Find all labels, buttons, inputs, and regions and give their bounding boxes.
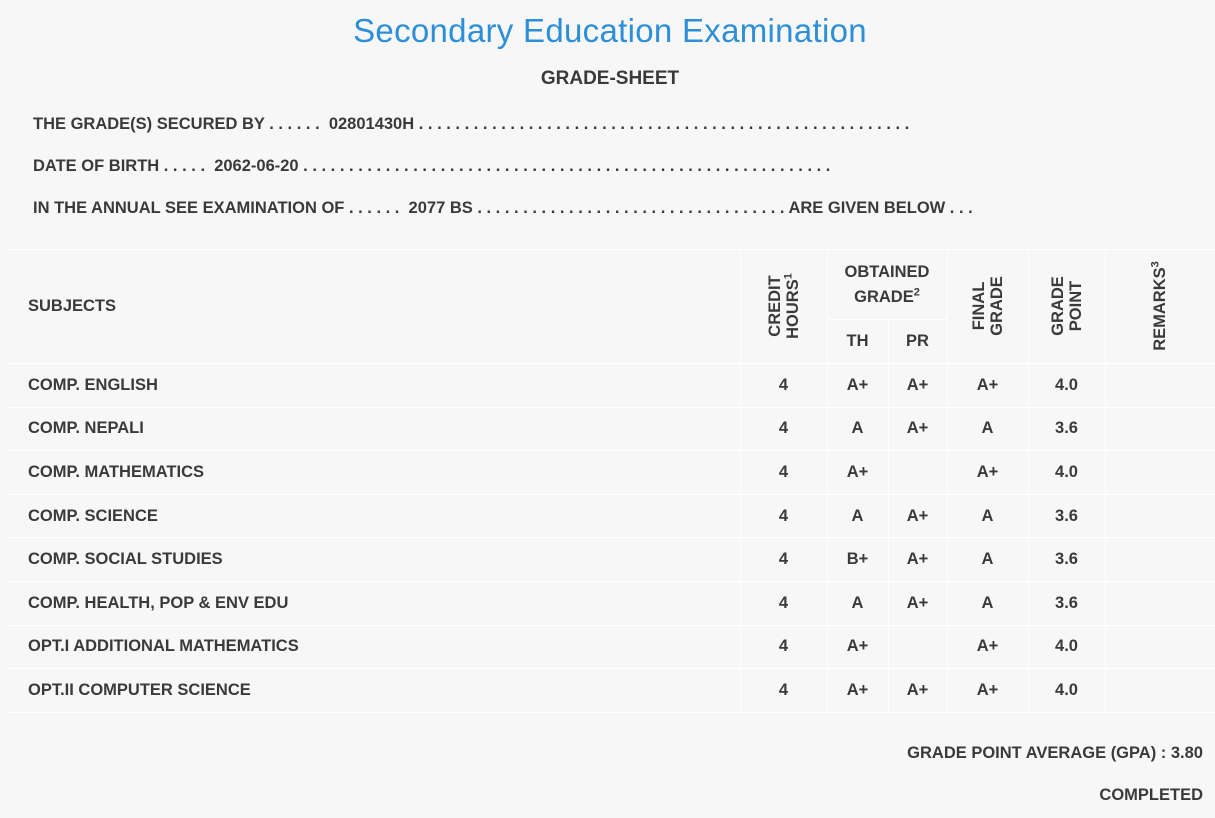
pr-grade-cell: A+ [888,407,947,451]
subject-cell: OPT.I ADDITIONAL MATHEMATICS [7,625,740,669]
header-remarks: REMARKS$^3$ [1105,250,1215,364]
credit-hours-cell: 4 [740,581,827,625]
credit-hours-cell: 4 [740,407,827,451]
final-grade-cell: A+ [947,669,1028,713]
info-secured-by: THE GRADE(S) SECURED BY . . . . . . 02801430H . . . . . . . . . . . . . . . . . . . . . . . . . . . . . . . . . . . . . . . . . . . . . . . . . . . . . . [33,115,910,133]
grade-point-cell: 3.6 [1028,494,1105,538]
remarks-cell [1105,625,1215,669]
th-grade-cell: B+ [827,538,888,582]
final-grade-cell: A+ [947,625,1028,669]
grade-rows [7,364,1215,713]
credit-hours-cell: 4 [740,494,827,538]
grade-point-cell: 3.6 [1028,538,1105,582]
pr-grade-cell: A+ [888,494,947,538]
pr-grade-cell: A+ [888,538,947,582]
pr-grade-cell: A+ [888,364,947,408]
table-row [7,581,1215,625]
header-final-grade: FINAL GRADE [947,250,1028,364]
remarks-cell [1105,538,1215,582]
pr-grade-cell [888,625,947,669]
header-th: TH [827,320,888,364]
header-credit-hours: CREDIT HOURS$^1$ [740,250,827,364]
info-examination: IN THE ANNUAL SEE EXAMINATION OF . . . . . . 2077 BS . . . . . . . . . . . . . . . . . . . . . . . . . . . . . . . . . . ARE GIVEN BELOW . . . [33,199,973,217]
page-subtitle: GRADE-SHEET [540,68,680,89]
gpa-summary: GRADE POINT AVERAGE (GPA) : 3.80 [907,744,1203,762]
page-title: Secondary Education Examination [353,12,867,49]
final-grade-cell: A [947,407,1028,451]
final-grade-cell: A [947,494,1028,538]
th-grade-cell: A+ [827,451,888,495]
table-row [7,625,1215,669]
subject-cell: COMP. SOCIAL STUDIES [7,538,740,582]
table-row [7,669,1215,713]
grade-point-cell: 4.0 [1028,451,1105,495]
grade-point-cell: 4.0 [1028,364,1105,408]
subject-cell: COMP. ENGLISH [7,364,740,408]
remarks-cell [1105,407,1215,451]
subject-cell: OPT.II COMPUTER SCIENCE [7,669,740,713]
grade-point-cell: 4.0 [1028,625,1105,669]
subject-cell: COMP. HEALTH, POP & ENV EDU [7,581,740,625]
th-grade-cell: A [827,407,888,451]
final-grade-cell: A+ [947,364,1028,408]
info-date-of-birth: DATE OF BIRTH . . . . . 2062-06-20 . . . . . . . . . . . . . . . . . . . . . . . . . . . . . . . . . . . . . . . . . . . . . . . . . . . . . . . . . . [33,157,831,175]
header-obtained-grade: OBTAINED GRADE$^2$ [827,250,947,320]
remarks-cell [1105,669,1215,713]
grade-point-cell: 3.6 [1028,407,1105,451]
credit-hours-cell: 4 [740,364,827,408]
grade-table [7,249,1215,713]
grade-point-cell: 4.0 [1028,669,1105,713]
credit-hours-cell: 4 [740,451,827,495]
final-grade-cell: A [947,581,1028,625]
remarks-cell [1105,451,1215,495]
remarks-cell [1105,581,1215,625]
pr-grade-cell: A+ [888,669,947,713]
header-grade-point: GRADE POINT [1028,250,1105,364]
credit-hours-cell: 4 [740,625,827,669]
credit-hours-cell: 4 [740,669,827,713]
table-row [7,538,1215,582]
subject-cell: COMP. SCIENCE [7,494,740,538]
result-status: COMPLETED [1099,786,1203,804]
subject-cell: COMP. MATHEMATICS [7,451,740,495]
pr-grade-cell [888,451,947,495]
table-row [7,451,1215,495]
th-grade-cell: A+ [827,625,888,669]
pr-grade-cell: A+ [888,581,947,625]
header-subjects: SUBJECTS [7,250,740,364]
header-pr: PR [888,320,947,364]
th-grade-cell: A [827,581,888,625]
credit-hours-cell: 4 [740,538,827,582]
final-grade-cell: A+ [947,451,1028,495]
th-grade-cell: A [827,494,888,538]
table-row [7,407,1215,451]
table-row [7,494,1215,538]
grade-point-cell: 3.6 [1028,581,1105,625]
th-grade-cell: A+ [827,364,888,408]
table-row [7,364,1215,408]
subject-cell: COMP. NEPALI [7,407,740,451]
remarks-cell [1105,494,1215,538]
th-grade-cell: A+ [827,669,888,713]
remarks-cell [1105,364,1215,408]
final-grade-cell: A [947,538,1028,582]
